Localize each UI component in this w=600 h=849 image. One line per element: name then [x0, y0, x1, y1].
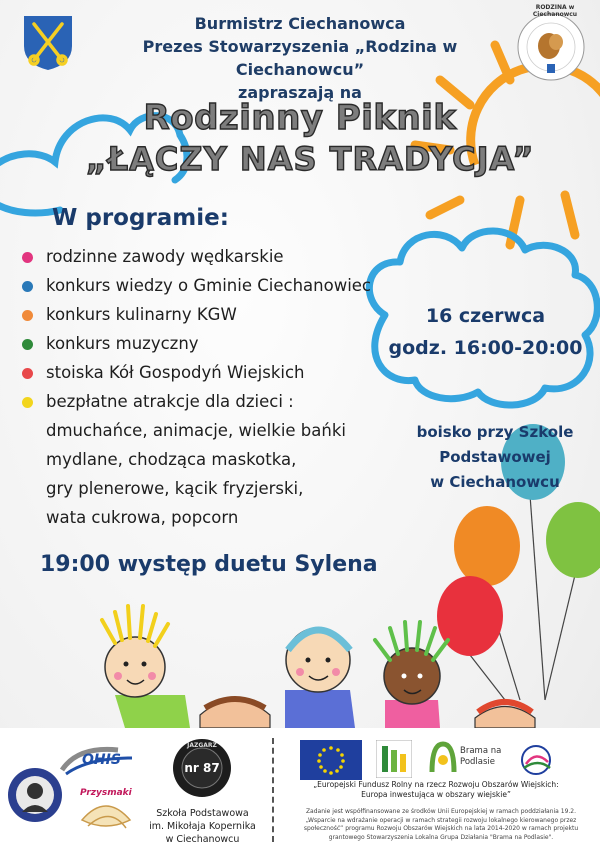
brama-label-line: Brama na: [460, 746, 502, 756]
brama-label-line: Podlasie: [460, 757, 496, 767]
bullet-dot: [22, 368, 33, 379]
bullet-dot: [22, 397, 33, 408]
header-line-invite: zapraszają na: [238, 83, 362, 102]
eu-caption-line: Europa inwestująca w obszary wiejskie”: [361, 790, 511, 799]
event-date: 16 czerwca: [425, 305, 546, 327]
event-subtitle: „ŁĄCZY NAS TRADYCJA”: [85, 140, 535, 178]
school-name-line: Szkoła Podstawowa: [156, 808, 249, 819]
eu-caption-line: „Europejski Fundusz Rolny na rzecz Rozwoju Obszarów Wiejskich:: [313, 780, 559, 789]
balloon-orange: [454, 506, 520, 586]
school-name-line: im. Mikołaja Kopernika: [149, 821, 256, 832]
portrait-seal-icon: [6, 766, 64, 824]
school-badge-number: nr 87: [184, 761, 220, 775]
header-line-mayor: Burmistrz Ciechanowca: [194, 14, 406, 33]
bullet-dot: [22, 339, 33, 350]
kid-4: [375, 622, 448, 728]
program-continuation-line: dmuchańce, animacje, wielkie bańki: [46, 421, 346, 440]
program-item: [22, 271, 442, 300]
assoc-logo-text: RODZINA w Ciechanowcu: [532, 4, 578, 18]
bullet-dot: [22, 252, 33, 263]
venue-line: w Ciechanowcu: [430, 473, 560, 491]
brama-label: [460, 746, 501, 768]
school-badge-top: JAZGARZ: [187, 742, 217, 749]
przysmaki-label: Przysmaki: [80, 788, 132, 798]
kid-2: [200, 699, 270, 728]
program-continuation-line: wata cukrowa, popcorn: [46, 508, 239, 527]
header-line-association: Prezes Stowarzyszenia „Rodzina w Ciechanowcu”: [142, 37, 458, 79]
program-item-label: stoiska Kół Gospodyń Wiejskich: [46, 363, 305, 382]
rodzina-association-logo-icon: [516, 12, 586, 82]
evening-performance: 19:00 występ duetu Sylena: [40, 552, 378, 577]
footer-divider: [272, 738, 274, 842]
prow-logo-icon: [516, 740, 560, 778]
eu-fund-caption: [296, 780, 576, 800]
bullet-dot: [22, 281, 33, 292]
school-name-line: w Ciechanowcu: [165, 834, 240, 845]
venue-line: Podstawowej: [439, 448, 551, 466]
event-venue: [400, 420, 590, 495]
program-continuation-line: mydlane, chodząca maskotka,: [46, 450, 297, 469]
program-item: [22, 387, 442, 416]
eu-flag-icon: [300, 740, 362, 780]
balloon-green: [546, 502, 600, 578]
program-item-label: bezpłatne atrakcje dla dzieci :: [46, 392, 294, 411]
eu-funding-note: Zadanie jest współfinansowane ze środków Unii Europejskiej w ramach poddziałania 19.2. „Wsparcie na wdrażanie operacji w ramach strategii rozwoju lokalnego kierowanego przez społeczność” programu Rozwoju Obszarów Wiejskich na lata 2014-2020 w ramach projektu grantowego Stowarzyszenia Lokalna Grupa Działania "Brama na Podlasie".: [303, 808, 579, 841]
brama-na-podlasie-logo-icon: [428, 740, 458, 776]
kid-5: [475, 702, 535, 728]
date-time-block: [378, 300, 593, 364]
event-title: Rodzinny Piknik: [143, 98, 457, 138]
event-time: godz. 16:00-20:00: [388, 337, 583, 359]
bullet-dot: [22, 310, 33, 321]
program-heading: W programie:: [52, 205, 229, 231]
program-item: [22, 242, 442, 271]
school-name: [140, 807, 265, 846]
program-item-label: konkurs wiedzy o Gminie Ciechanowiec: [46, 276, 371, 295]
kid-1: [102, 606, 190, 728]
venue-line: boisko przy Szkole: [416, 423, 574, 441]
dumplings-icon: [76, 792, 136, 836]
ohis-logo-text: OHIS: [82, 752, 121, 768]
program-list: [22, 242, 442, 532]
program-item-label: rodzinne zawody wędkarskie: [46, 247, 284, 266]
ciechanowiec-coat-of-arms-icon: [22, 14, 74, 72]
program-item-label: konkurs muzyczny: [46, 334, 199, 353]
organizers-header: [80, 12, 520, 104]
leader-logo-icon: [376, 740, 412, 778]
kid-3: [285, 628, 355, 728]
program-continuation-line: gry plenerowe, kącik fryzjerski,: [46, 479, 304, 498]
program-item-label: konkurs kulinarny KGW: [46, 305, 237, 324]
